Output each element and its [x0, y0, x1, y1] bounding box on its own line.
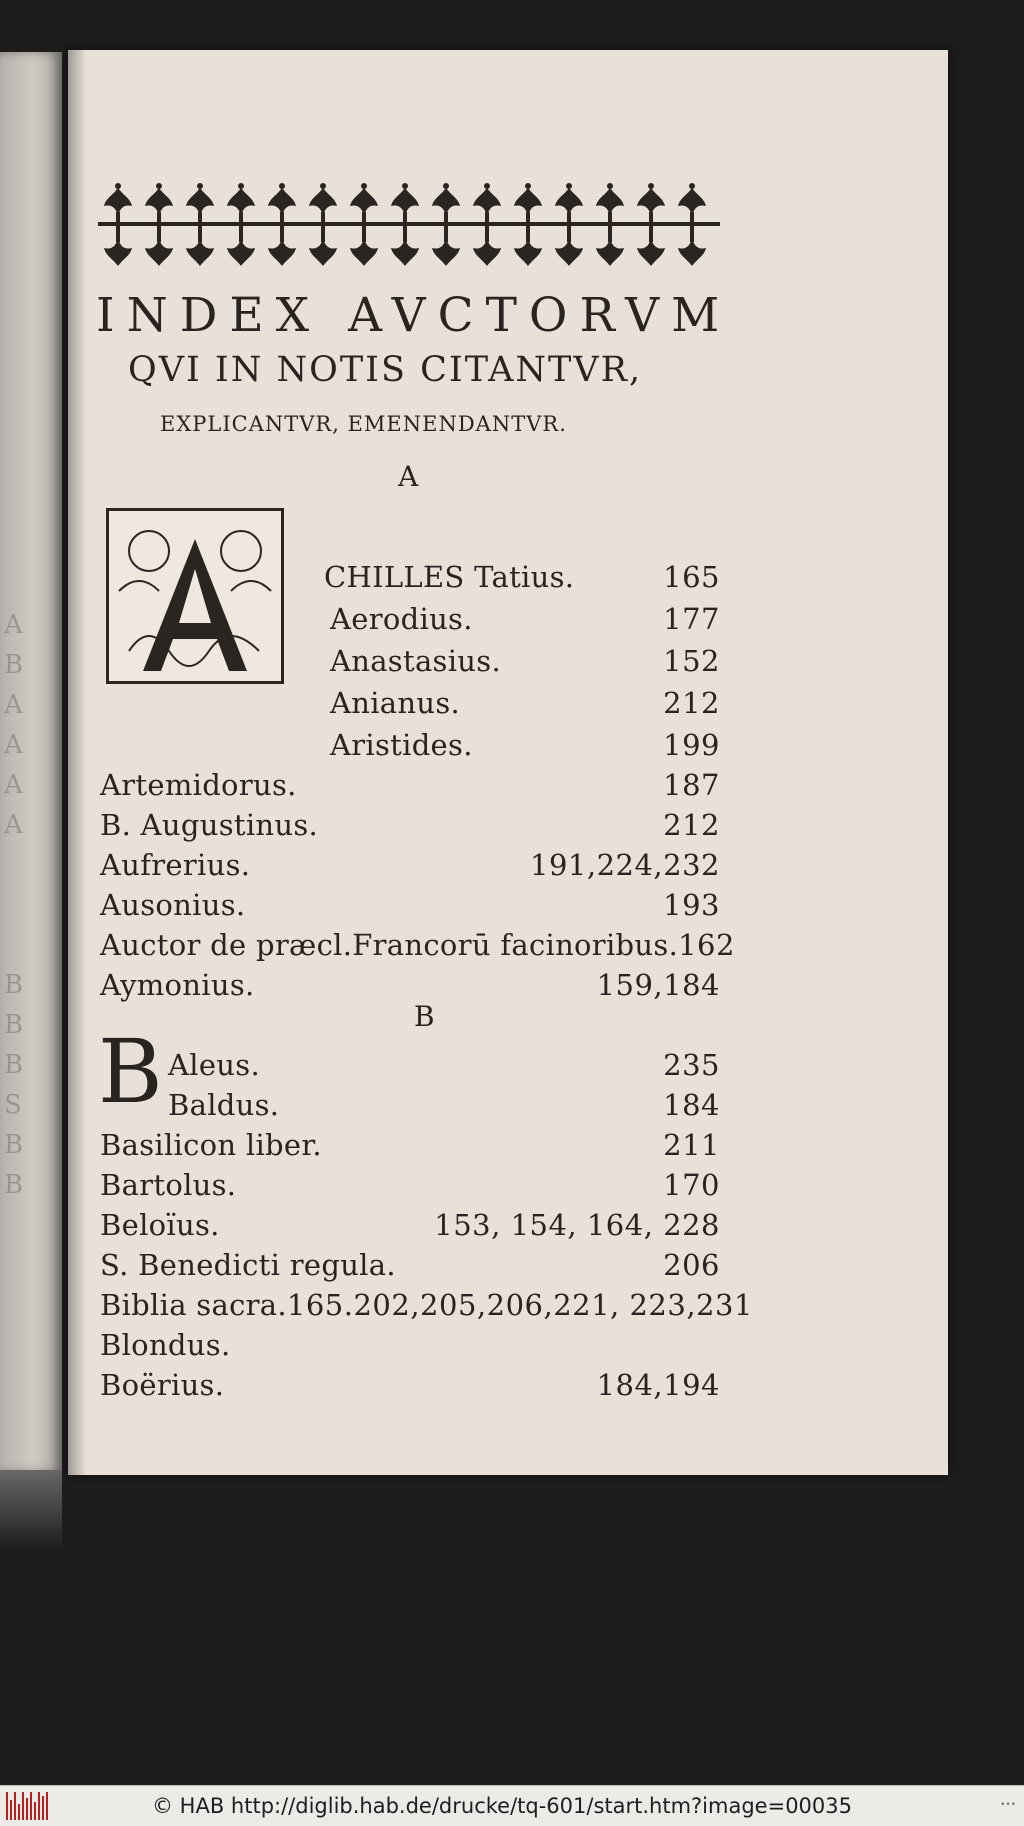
entry-author: Aufrerius. — [100, 848, 251, 882]
entry-pages: 211 — [663, 1128, 720, 1162]
entry-pages: 187 — [663, 768, 720, 802]
hab-logo-icon — [6, 1792, 48, 1820]
index-entry — [100, 808, 720, 846]
index-entry — [168, 1088, 720, 1126]
entry-pages: 159,184 — [596, 968, 720, 1002]
index-entry — [330, 686, 720, 724]
index-entry — [100, 1288, 753, 1326]
entry-pages: 184,194 — [596, 1368, 720, 1402]
index-entry — [100, 968, 720, 1006]
index-entry — [168, 1048, 720, 1086]
entry-pages: 184 — [663, 1088, 720, 1122]
entry-pages: 199 — [663, 728, 720, 762]
section-letter-b: B — [414, 1000, 435, 1033]
entry-pages: 193 — [663, 888, 720, 922]
entry-author: Bartolus. — [100, 1168, 237, 1202]
entry-pages: 153, 154, 164, 228 — [434, 1208, 720, 1242]
index-entry — [100, 888, 720, 926]
index-entry — [330, 602, 720, 640]
page-shadow — [0, 1470, 62, 1550]
entry-pages: 177 — [663, 602, 720, 636]
index-entry — [100, 1248, 720, 1286]
index-entry — [100, 1208, 720, 1246]
entry-author: Beloïus. — [100, 1208, 220, 1242]
entry-pages: 191,224,232 — [530, 848, 720, 882]
entry-author: Boërius. — [100, 1368, 225, 1402]
dropcap-b: B — [98, 1020, 163, 1123]
entry-author: Anastasius. — [330, 644, 501, 678]
index-entry — [100, 1328, 720, 1366]
index-entry — [100, 768, 720, 806]
entry-pages: 165 — [663, 560, 720, 594]
entry-pages: 170 — [663, 1168, 720, 1202]
corner-mark: ••• — [1000, 1800, 1016, 1810]
section-letter-a: A — [398, 460, 419, 493]
entry-author: Aerodius. — [330, 602, 473, 636]
entry-author: Biblia sacra. — [100, 1288, 287, 1322]
entry-author: Aymonius. — [100, 968, 255, 1002]
index-entries — [68, 50, 948, 1475]
index-subtitle-small: EXPLICANTVR, EMENENDANTVR. — [160, 412, 567, 436]
entry-pages: 162 — [678, 928, 735, 962]
index-entry — [100, 1168, 720, 1206]
index-entry — [324, 560, 720, 598]
index-entry — [100, 1128, 720, 1166]
entry-pages: 206 — [663, 1248, 720, 1282]
entry-pages: 212 — [663, 808, 720, 842]
entry-pages: 212 — [663, 686, 720, 720]
entry-author: Aleus. — [168, 1048, 260, 1082]
index-title: INDEX AVCTORVM — [96, 288, 732, 343]
index-entry — [100, 1368, 720, 1406]
entry-author: Anianus. — [330, 686, 461, 720]
index-entry — [330, 728, 720, 766]
entry-author: S. Benedicti regula. — [100, 1248, 396, 1282]
index-subtitle: QVI IN NOTIS CITANTVR, — [128, 350, 643, 390]
entry-author: CHILLES Tatius. — [324, 560, 575, 594]
entry-author: Blondus. — [100, 1328, 231, 1362]
entry-pages: 235 — [663, 1048, 720, 1082]
entry-author: Aristides. — [330, 728, 473, 762]
entry-author: Baldus. — [168, 1088, 280, 1122]
entry-pages: 165.202,205,206,221, 223,231 — [286, 1288, 753, 1322]
previous-page-edge: A B A A A A B B B S B B — [0, 52, 62, 1472]
index-entry — [100, 928, 735, 966]
index-entry — [100, 848, 720, 886]
entry-author: Ausonius. — [100, 888, 246, 922]
entry-pages: 152 — [663, 644, 720, 678]
entry-author: Auctor de præcl.Francorū facinoribus. — [100, 928, 679, 962]
footer-bar — [0, 1785, 1024, 1826]
entry-author: Artemidorus. — [100, 768, 297, 802]
book-page — [68, 50, 948, 1475]
entry-author: Basilicon liber. — [100, 1128, 322, 1162]
index-entry — [330, 644, 720, 682]
entry-author: B. Augustinus. — [100, 808, 319, 842]
source-url[interactable]: © HAB http://diglib.hab.de/drucke/tq-601/start.htm?image=00035 — [152, 1794, 852, 1818]
